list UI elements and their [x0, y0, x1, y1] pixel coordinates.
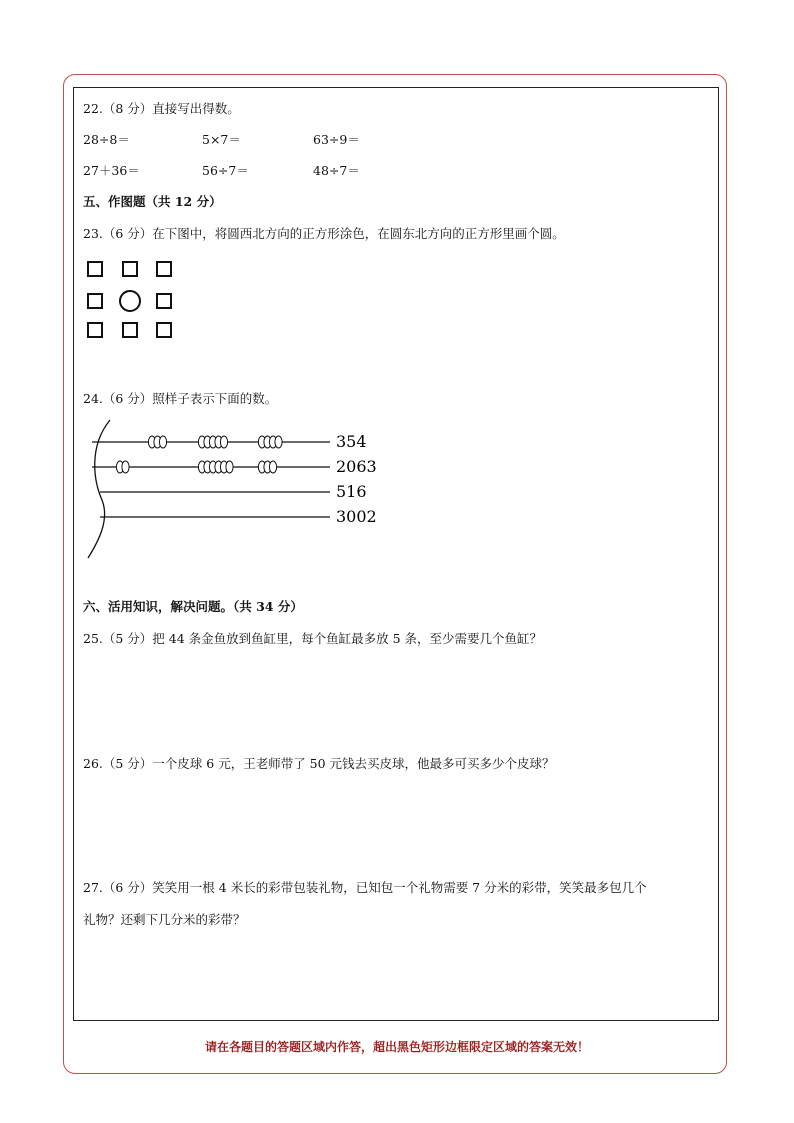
section-6-heading: 六、活用知识，解决问题。（共 34 分） — [83, 599, 303, 614]
q22-title: 22.（8 分）直接写出得数。 — [83, 101, 240, 116]
q27-title-line1: 27.（6 分）笑笑用一根 4 米长的彩带包装礼物，已知包一个礼物需要 7 分米的彩带，笑笑最多包几个 — [83, 880, 647, 895]
abacus-bead — [220, 436, 227, 448]
abacus-number-2: 2063 — [336, 457, 377, 476]
q22-expr-2: 5×7＝ — [202, 132, 241, 147]
q22-expr-1: 28÷8＝ — [83, 132, 130, 147]
abacus-bead — [122, 461, 129, 473]
q22-expr-5: 56÷7＝ — [202, 163, 249, 178]
square-east[interactable] — [156, 293, 172, 309]
q23-title: 23.（6 分）在下图中，将圆西北方向的正方形涂色，在圆东北方向的正方形里画个圆。 — [83, 226, 565, 241]
square-north[interactable] — [122, 261, 138, 277]
square-northwest[interactable] — [87, 261, 103, 277]
q25-title: 25.（5 分）把 44 条金鱼放到鱼缸里，每个鱼缸最多放 5 条，至少需要几个鱼缸？ — [83, 631, 543, 646]
abacus-bead — [275, 436, 282, 448]
q26-title: 26.（5 分）一个皮球 6 元，王老师带了 50 元钱去买皮球，他最多可买多少个皮球？ — [83, 756, 555, 771]
square-west[interactable] — [87, 293, 103, 309]
footer-warning: 请在各题目的答题区域内作答，超出黑色矩形边框限定区域的答案无效！ — [204, 1040, 589, 1054]
abacus-bead — [269, 461, 276, 473]
abacus-diagram — [80, 412, 400, 562]
q22-expr-3: 63÷9＝ — [313, 132, 360, 147]
center-circle — [119, 290, 141, 312]
q22-expr-4: 27＋36＝ — [83, 163, 140, 178]
abacus-number-4: 3002 — [336, 507, 377, 526]
abacus-bead — [226, 461, 233, 473]
square-northeast[interactable] — [156, 261, 172, 277]
abacus-bead — [159, 436, 166, 448]
square-south[interactable] — [122, 322, 138, 338]
section-5-heading: 五、作图题（共 12 分） — [83, 194, 222, 209]
abacus-frame-curve — [88, 420, 110, 558]
square-southeast[interactable] — [156, 322, 172, 338]
q27-title-line2: 礼物？还剩下几分米的彩带？ — [83, 912, 246, 927]
q22-expr-6: 48÷7＝ — [313, 163, 360, 178]
q24-title: 24.（6 分）照样子表示下面的数。 — [83, 391, 278, 406]
abacus-number-1: 354 — [336, 432, 367, 451]
abacus-number-3: 516 — [336, 482, 367, 501]
square-southwest[interactable] — [87, 322, 103, 338]
